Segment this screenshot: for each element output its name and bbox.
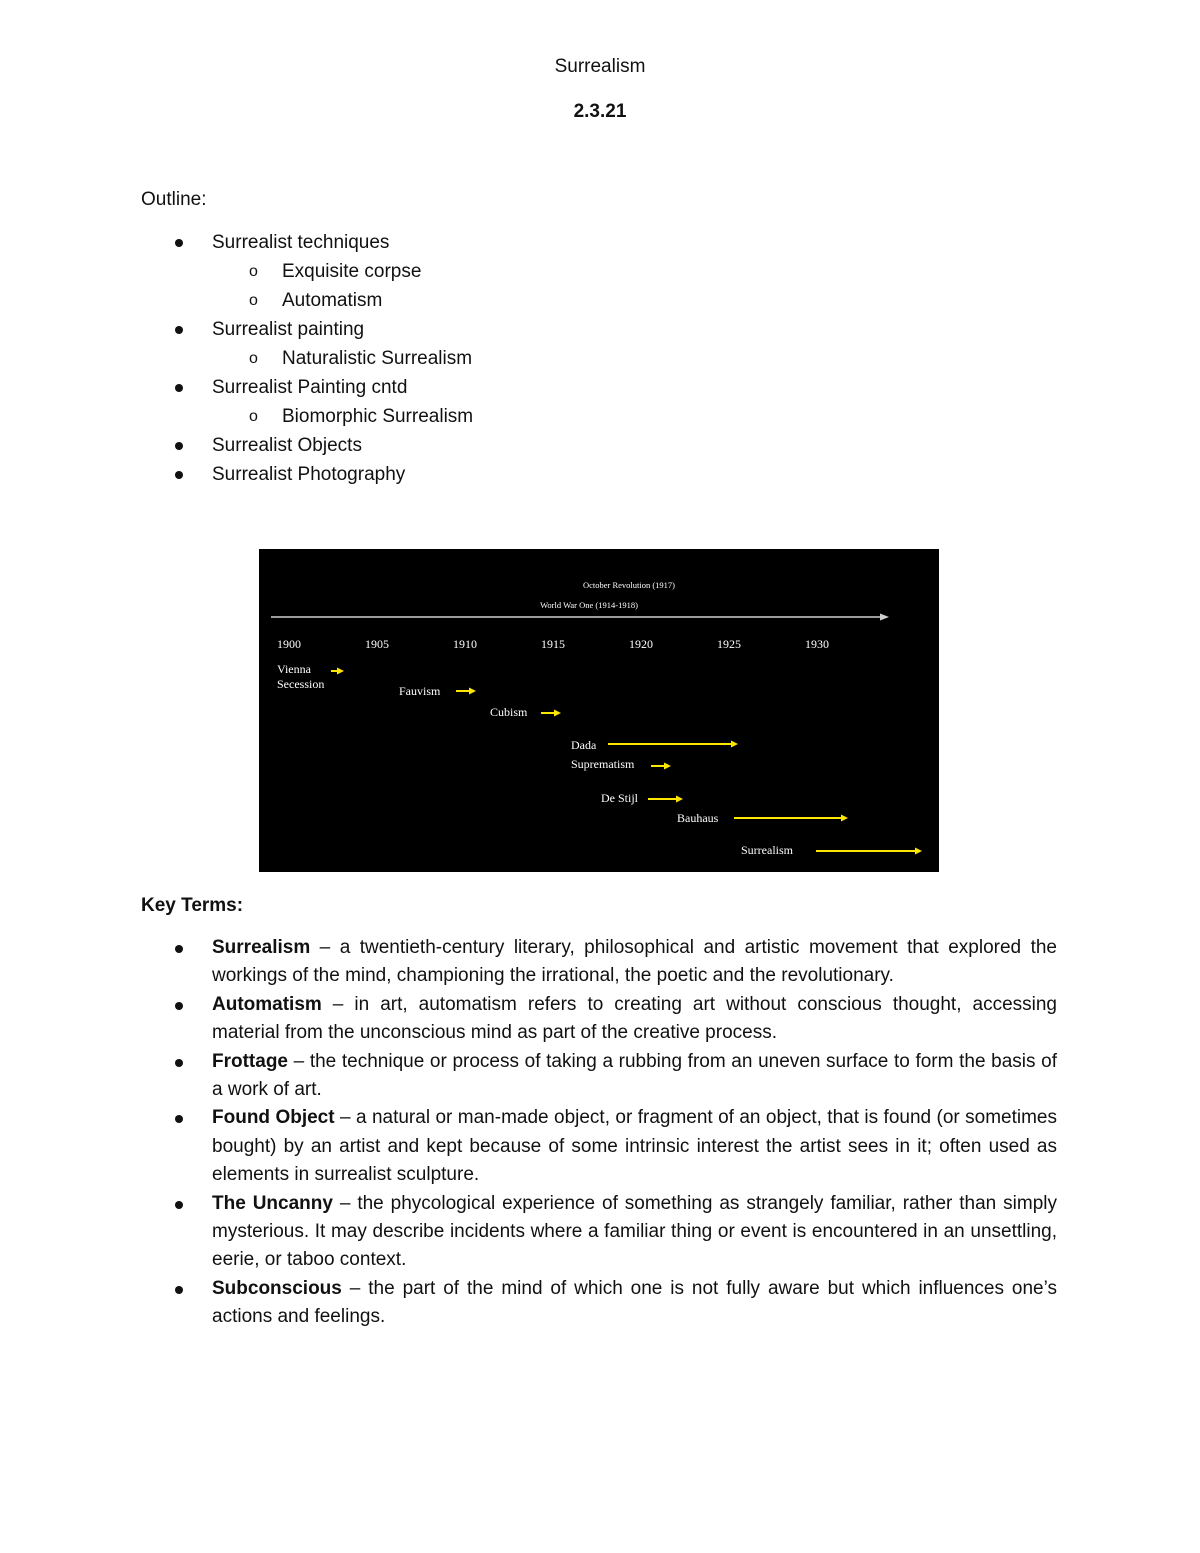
movement-arrowhead	[554, 710, 561, 717]
outline-item-label: Surrealist painting	[212, 319, 365, 340]
term-name: Found Object	[212, 1107, 335, 1129]
year-label: 1930	[805, 637, 829, 651]
outline-item	[141, 431, 1041, 460]
movement-label: Surrealism	[741, 843, 793, 857]
bullet-icon	[175, 1201, 183, 1209]
key-term-item	[141, 1190, 1057, 1275]
sub-bullet-icon: o	[249, 408, 258, 425]
term-name: Surrealism	[212, 937, 311, 958]
outline-item	[141, 460, 1041, 489]
movement-label: Vienna	[277, 662, 311, 676]
timeline-svg	[259, 549, 939, 872]
page-date: 2.3.21	[573, 101, 627, 122]
bullet-icon	[175, 1002, 183, 1010]
year-label: 1900	[277, 637, 301, 651]
term-definition: – the phycological experience of something as strangely familiar, rather than simply mysterious. It may describe incidents where a familiar thing or event is encountered in an unsettling, eerie, or taboo context.	[212, 1192, 1057, 1271]
bullet-icon	[175, 471, 183, 479]
movement-arrowhead	[337, 668, 344, 675]
outline-subitem	[141, 257, 1041, 286]
event-label: World War One (1914-1918)	[540, 600, 638, 610]
key-term-item	[141, 1275, 1057, 1332]
sub-bullet-icon: o	[249, 350, 258, 367]
outline-heading: Outline:	[141, 189, 207, 210]
outline-item	[141, 373, 1041, 402]
movement-label: Dada	[571, 738, 597, 752]
outline-item-label: Biomorphic Surrealism	[282, 406, 474, 427]
bullet-icon	[175, 326, 183, 334]
outline-item	[141, 228, 1041, 257]
page-title: Surrealism	[554, 56, 646, 77]
term-name: The Uncanny	[212, 1192, 333, 1214]
key-terms-list	[141, 934, 1057, 1332]
key-term-item	[141, 1048, 1057, 1105]
movement-arrowhead	[841, 815, 848, 822]
term-definition: – a natural or man-made object, or fragment of an object, that is found (or sometimes bought) by an artist and kept because of some intrinsic interest the artist sees in it; often used as elements in surrealist sculpture.	[212, 1107, 1058, 1186]
bullet-icon	[175, 442, 183, 450]
term-name: Frottage	[212, 1050, 288, 1072]
key-term-item	[141, 1104, 1057, 1189]
outline-list	[141, 228, 1041, 489]
key-term-item	[141, 991, 1057, 1048]
event-label: October Revolution (1917)	[582, 580, 676, 590]
movement-label: De Stijl	[601, 791, 639, 805]
bullet-icon	[175, 239, 183, 247]
term-definition: – a twentieth-century literary, philosophical and artistic movement that explored the workings of the mind, championing the irrational, the poetic and the revolutionary.	[212, 937, 1057, 987]
movement-label: Cubism	[490, 705, 528, 719]
year-label: 1920	[629, 637, 653, 651]
bullet-icon	[175, 384, 183, 392]
term-definition: – in art, automatism refers to creating art without conscious thought, accessing material from the unconscious mind as part of the creative process.	[212, 993, 1057, 1044]
bullet-icon	[175, 945, 183, 953]
bullet-icon	[175, 1059, 183, 1067]
sub-bullet-icon: o	[249, 263, 258, 280]
term-definition: – the part of the mind of which one is not fully aware but which influences one’s actions and feelings.	[212, 1277, 1057, 1328]
bullet-icon	[175, 1286, 183, 1294]
outline-item-label: Surrealist Painting cntd	[212, 377, 408, 398]
year-label: 1910	[453, 637, 477, 651]
movement-label: Secession	[277, 677, 325, 691]
outline-item-label: Surrealist techniques	[212, 232, 390, 253]
outline-item-label: Naturalistic Surrealism	[282, 348, 473, 369]
movement-arrowhead	[469, 688, 476, 695]
key-term-item	[141, 934, 1057, 991]
outline-item	[141, 315, 1041, 344]
year-label: 1915	[541, 637, 565, 651]
term-name: Automatism	[212, 993, 322, 1015]
movement-arrowhead	[731, 741, 738, 748]
movement-arrowhead	[676, 796, 683, 803]
sub-bullet-icon: o	[249, 292, 258, 309]
term-name: Subconscious	[212, 1277, 342, 1299]
outline-subitem	[141, 402, 1041, 431]
outline-subitem	[141, 344, 1041, 373]
year-label: 1905	[365, 637, 389, 651]
outline-item-label: Surrealist Objects	[212, 435, 362, 456]
movement-label: Suprematism	[571, 757, 635, 771]
outline-item-label: Surrealist Photography	[212, 464, 406, 485]
year-label: 1925	[717, 637, 741, 651]
movement-arrowhead	[664, 763, 671, 770]
timeline-figure	[259, 549, 939, 872]
key-terms-heading: Key Terms:	[141, 895, 244, 916]
outline-item-label: Automatism	[282, 290, 383, 311]
term-definition: – the technique or process of taking a rubbing from an uneven surface to form the basis of a work of art.	[212, 1050, 1057, 1101]
outline-subitem	[141, 286, 1041, 315]
timeline-axis-arrowhead	[880, 614, 889, 621]
movement-label: Bauhaus	[677, 811, 719, 825]
movement-label: Fauvism	[399, 684, 441, 698]
bullet-icon	[175, 1115, 183, 1123]
movement-arrowhead	[915, 848, 922, 855]
outline-item-label: Exquisite corpse	[282, 261, 422, 282]
